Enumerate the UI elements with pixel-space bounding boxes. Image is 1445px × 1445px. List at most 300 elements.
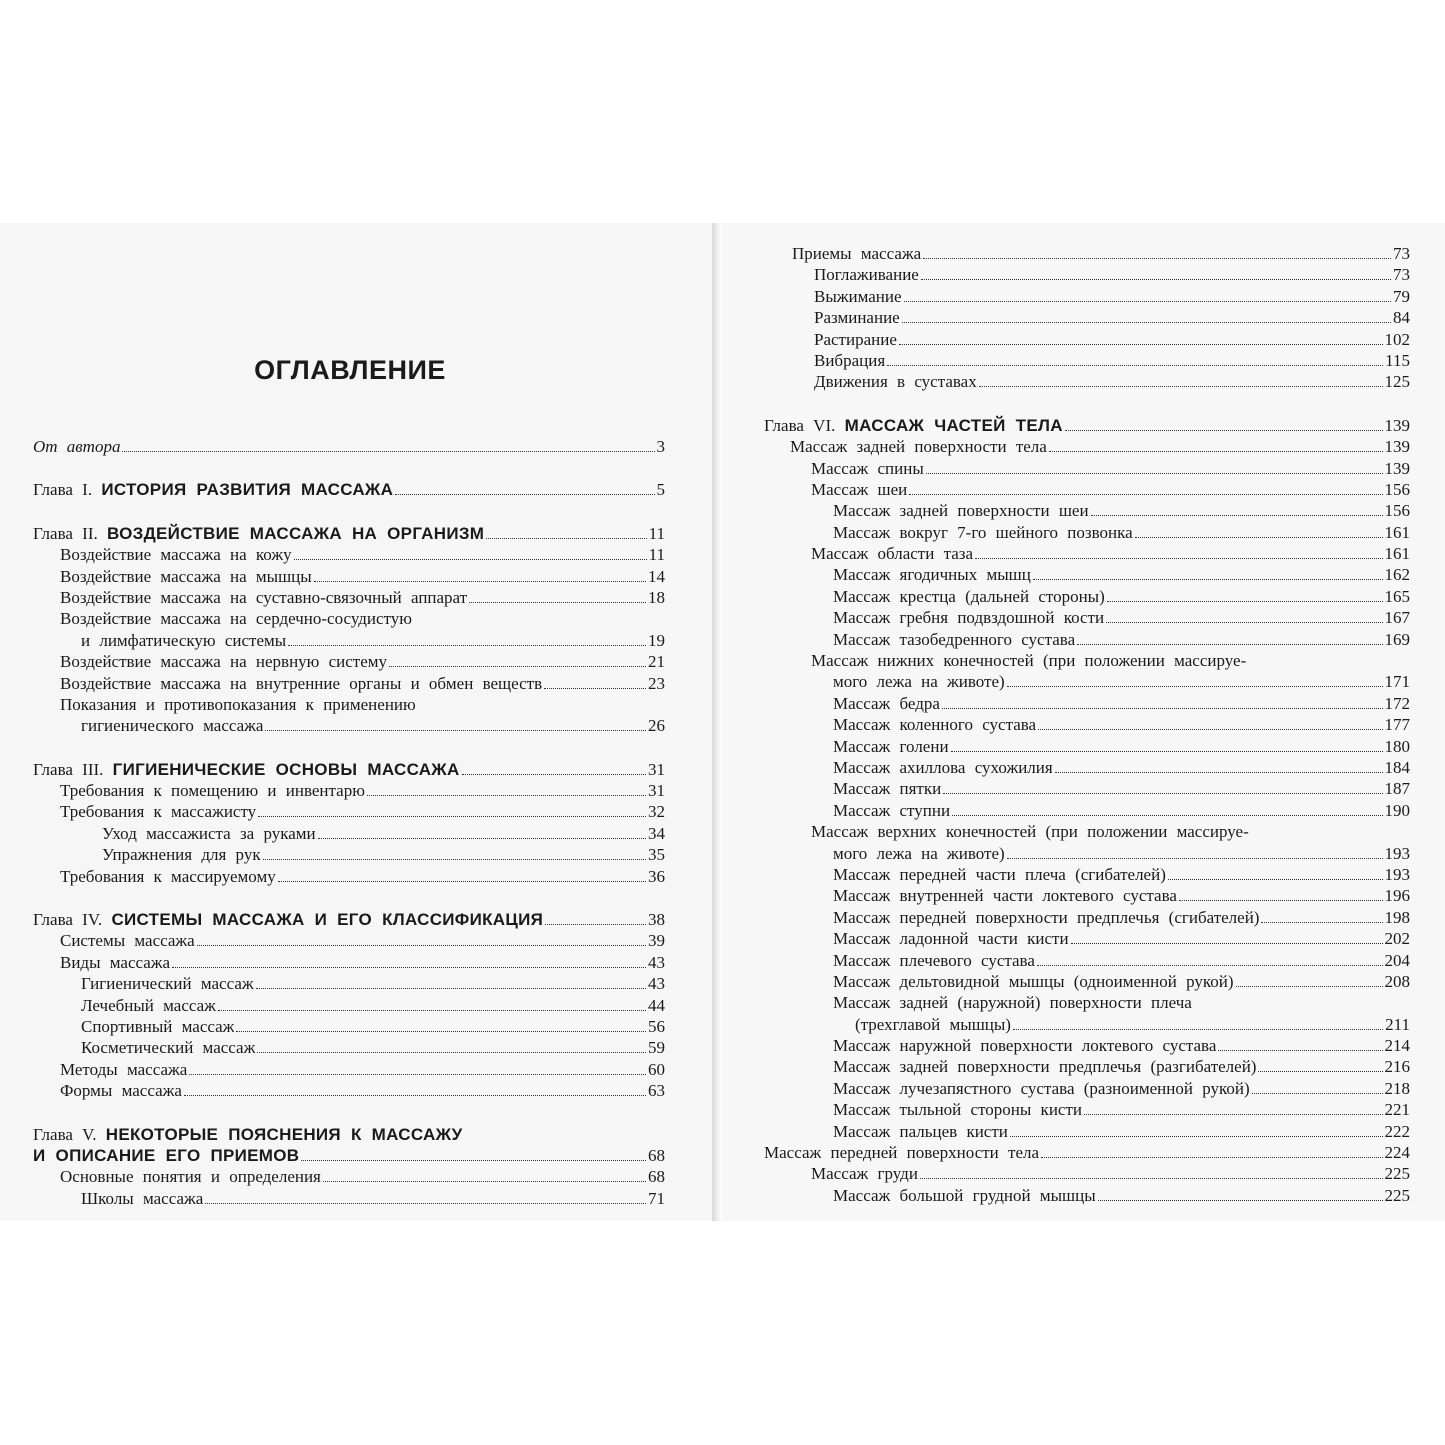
toc-entry-page: 169 (1384, 629, 1410, 649)
toc-chapter-label (33, 759, 460, 780)
toc-entry-label: Массаж шеи (811, 479, 908, 499)
toc-entry (33, 1166, 665, 1187)
left-page (0, 223, 712, 1221)
toc-chapter (33, 909, 665, 930)
toc-leader (294, 559, 647, 560)
toc-entry (764, 1099, 1410, 1120)
toc-leader (265, 730, 646, 731)
toc-entry (764, 1163, 1410, 1184)
toc-entry-label: Массаж вокруг 7-го шейного позвонка (833, 522, 1133, 542)
toc-entry-label: Массаж передней поверхности тела (764, 1143, 1040, 1163)
toc-entry (33, 1080, 665, 1101)
toc-entry-label: Методы массажа (60, 1059, 188, 1079)
toc-entry-page: 139 (1384, 415, 1410, 435)
toc-entry-label: Массаж ахиллова сухожилия (833, 757, 1053, 777)
toc-entry (764, 1014, 1410, 1035)
toc-entry-label: Формы массажа (60, 1081, 182, 1101)
toc-chapter-label (33, 909, 543, 930)
toc-gap (33, 1102, 665, 1124)
toc-leader (1258, 1071, 1382, 1072)
toc-entry (764, 1185, 1410, 1206)
toc-leader (278, 881, 646, 882)
toc-leader (1236, 986, 1383, 987)
toc-entry (33, 1188, 665, 1209)
toc-leader (1084, 1114, 1383, 1115)
toc-leader (952, 815, 1382, 816)
toc-entry-page: 56 (648, 1016, 665, 1036)
toc-entry-label: Массаж задней (наружной) поверхности плеча (833, 993, 1192, 1013)
toc-entry-label: Массаж внутренней части локтевого сустава (833, 886, 1177, 906)
toc-entry-label: Спортивный массаж (81, 1016, 235, 1036)
toc-leader (256, 988, 646, 989)
toc-leader (189, 1074, 646, 1075)
toc-entry-label: Массаж ступни (833, 800, 951, 820)
chapter-title: НЕКОТОРЫЕ ПОЯСНЕНИЯ К МАССАЖУ (105, 1124, 463, 1144)
toc-entry (764, 885, 1410, 906)
toc-entry-page: 18 (648, 587, 665, 607)
toc-leader (184, 1095, 646, 1096)
toc-leader (1037, 965, 1383, 966)
toc-entry-label: мого лежа на животе) (833, 672, 1005, 692)
toc-entry-page: 11 (648, 523, 665, 543)
toc-entry-page: 31 (648, 781, 665, 801)
toc-entry-page: 225 (1384, 1185, 1410, 1205)
toc-entry-page: 202 (1384, 929, 1410, 949)
chapter-title: ВОЗДЕЙСТВИЕ МАССАЖА НА ОРГАНИЗМ (107, 523, 485, 543)
toc-entry-label: Системы массажа (60, 931, 195, 951)
toc-leader (172, 967, 646, 968)
toc-entry-label: Вибрация (814, 350, 886, 370)
toc-leader (314, 581, 646, 582)
toc-entry-wrap (764, 650, 1410, 671)
toc-leader (236, 1031, 646, 1032)
toc-entry-label: Массаж спины (811, 458, 924, 478)
toc-entry-page: 208 (1384, 971, 1410, 991)
toc-entry-label: Массаж крестца (дальней стороны) (833, 586, 1105, 606)
toc-entry (764, 778, 1410, 799)
toc-entry-label: Воздействие массажа на нервную систему (60, 652, 388, 672)
toc-right-list (764, 243, 1410, 1206)
toc-entry-label: Массаж верхних конечностей (при положении массируе- (811, 822, 1249, 842)
toc-entry (764, 671, 1410, 692)
toc-entry-label: Основные понятия и определения (60, 1167, 321, 1187)
toc-entry-label: Массаж ягодичных мышц (833, 565, 1031, 585)
toc-entry-label: Массаж задней поверхности шеи (833, 501, 1089, 521)
toc-entry-page: 79 (1393, 286, 1410, 306)
toc-gap (33, 501, 665, 523)
toc-left-list (33, 436, 665, 1209)
chapter-title: ГИГИЕНИЧЕСКИЕ ОСНОВЫ МАССАЖА (112, 759, 460, 779)
toc-leader (197, 945, 646, 946)
toc-leader (1098, 1200, 1383, 1201)
toc-gap (33, 887, 665, 909)
toc-leader (1010, 1136, 1383, 1137)
toc-leader (389, 666, 646, 667)
toc-entry-label: Массаж задней поверхности предплечья (разгибателей) (833, 1057, 1257, 1077)
chapter-title: МАССАЖ ЧАСТЕЙ ТЕЛА (844, 415, 1063, 435)
book-gutter (712, 223, 722, 1221)
toc-entry-label: Массаж передней поверхности предплечья (сгибателей) (833, 907, 1260, 927)
toc-entry (33, 630, 665, 651)
toc-gap (33, 737, 665, 759)
toc-leader (288, 645, 646, 646)
toc-entry-label: Воздействие массажа на сердечно-сосудистую (60, 609, 412, 629)
toc-entry (33, 1059, 665, 1080)
toc-entry-page: 177 (1384, 715, 1410, 735)
toc-entry-page: 32 (648, 802, 665, 822)
toc-entry-wrap (764, 992, 1410, 1013)
toc-entry-label: мого лежа на животе) (833, 843, 1005, 863)
toc-leader (301, 1160, 646, 1161)
toc-entry-label: Лечебный массаж (81, 995, 216, 1015)
toc-entry (764, 714, 1410, 735)
toc-entry (33, 715, 665, 736)
toc-leader (1041, 1157, 1382, 1158)
toc-entry-page: 161 (1384, 522, 1410, 542)
toc-chapter (33, 1124, 665, 1145)
toc-leader (1135, 537, 1383, 538)
toc-entry-label: Массаж бедра (833, 693, 940, 713)
toc-entry-page: 23 (648, 673, 665, 693)
toc-entry-label: Массаж области таза (811, 544, 974, 564)
toc-entry-page: 59 (648, 1038, 665, 1058)
toc-entry (33, 544, 665, 565)
toc-chapter-label (33, 1124, 463, 1145)
toc-entry-label: Массаж тыльной стороны кисти (833, 1100, 1082, 1120)
toc-entry (764, 264, 1410, 285)
chapter-prefix: Глава V. (33, 1124, 97, 1144)
toc-chapter (33, 479, 665, 500)
toc-leader (1033, 579, 1383, 580)
toc-entry-label: Массаж гребня подвздошной кости (833, 608, 1105, 628)
toc-entry-label: От автора (33, 437, 121, 456)
toc-entry-label: Разминание (814, 308, 900, 328)
toc-entry-label: Воздействие массажа на кожу (60, 545, 292, 565)
toc-entry-page: 3 (656, 437, 665, 456)
chapter-prefix: Глава I. (33, 480, 93, 500)
toc-leader (979, 386, 1383, 387)
toc-entry (33, 673, 665, 694)
toc-leader (1077, 644, 1382, 645)
toc-entry (33, 1037, 665, 1058)
toc-leader (1071, 943, 1383, 944)
toc-entry-label: и лимфатическую системы (81, 630, 287, 650)
toc-entry-label: Массаж лучезапястного сустава (разноименной рукой) (833, 1078, 1250, 1098)
toc-entry-page: 26 (648, 716, 665, 736)
toc-entry (764, 500, 1410, 521)
toc-entry (33, 651, 665, 672)
toc-entry-label: Массаж плечевого сустава (833, 950, 1035, 970)
toc-leader (1168, 879, 1383, 880)
toc-leader (1106, 622, 1382, 623)
toc-leader (921, 279, 1391, 280)
toc-entry-label: Требования к массируемому (60, 866, 276, 886)
toc-entry-label: Косметический массаж (81, 1038, 256, 1058)
toc-entry-page: 224 (1384, 1143, 1410, 1163)
toc-entry-page: 171 (1384, 672, 1410, 692)
toc-leader (926, 473, 1383, 474)
toc-entry-page: 193 (1384, 864, 1410, 884)
toc-entry-page: 156 (1384, 479, 1410, 499)
toc-leader (909, 494, 1382, 495)
toc-leader (258, 816, 646, 817)
toc-entry-page: 5 (656, 480, 665, 500)
toc-entry-label: Упражнения для рук (102, 845, 261, 865)
toc-leader (942, 708, 1383, 709)
toc-entry-page: 31 (648, 759, 665, 779)
toc-entry-page: 204 (1384, 950, 1410, 970)
toc-entry-label: Гигиенический массаж (81, 974, 254, 994)
toc-entry-page: 165 (1384, 586, 1410, 606)
book-spread (0, 223, 1445, 1221)
toc-entry-page: 73 (1393, 265, 1410, 285)
toc-entry (764, 586, 1410, 607)
toc-chapter (33, 759, 665, 780)
toc-entry (33, 801, 665, 822)
toc-entry-page: 38 (648, 910, 665, 930)
toc-entry-page: 162 (1384, 565, 1410, 585)
toc-entry-wrap (33, 608, 665, 629)
toc-leader (469, 602, 646, 603)
chapter-prefix: Глава II. (33, 523, 98, 543)
toc-entry (764, 1121, 1410, 1142)
chapter-title: И ОПИСАНИЕ ЕГО ПРИЕМОВ (33, 1145, 300, 1165)
toc-chapter-wrap (33, 1145, 665, 1166)
chapter-prefix: Глава III. (33, 759, 104, 779)
toc-leader (975, 558, 1382, 559)
toc-entry-label: Массаж наружной поверхности локтевого сустава (833, 1036, 1217, 1056)
toc-entry-page: 167 (1384, 608, 1410, 628)
toc-entry (33, 866, 665, 887)
toc-leader (205, 1203, 646, 1204)
toc-entry (33, 587, 665, 608)
toc-entry-page: 156 (1384, 501, 1410, 521)
toc-entry (33, 1016, 665, 1037)
toc-entry-label: Показания и противопоказания к применению (60, 694, 416, 714)
toc-entry (764, 458, 1410, 479)
toc-entry (764, 736, 1410, 757)
toc-entry (33, 995, 665, 1016)
toc-leader (943, 793, 1382, 794)
toc-entry (764, 950, 1410, 971)
toc-entry (764, 757, 1410, 778)
toc-leader (1013, 1029, 1383, 1030)
toc-leader (1007, 686, 1383, 687)
toc-entry-page: 115 (1385, 350, 1410, 370)
toc-entry-page: 225 (1384, 1164, 1410, 1184)
toc-leader (902, 322, 1391, 323)
toc-leader (1065, 430, 1383, 431)
toc-entry (764, 971, 1410, 992)
toc-entry (764, 607, 1410, 628)
toc-entry-page: 14 (648, 566, 665, 586)
toc-leader (395, 494, 654, 495)
toc-entry (764, 1056, 1410, 1077)
toc-leader (1049, 451, 1383, 452)
toc-leader (1179, 900, 1383, 901)
toc-entry (764, 843, 1410, 864)
toc-entry (33, 973, 665, 994)
toc-entry-label: Массаж ладонной части кисти (833, 929, 1069, 949)
toc-entry (764, 1035, 1410, 1056)
toc-entry (764, 243, 1410, 264)
toc-entry-page: 180 (1384, 736, 1410, 756)
toc-entry-label: Массаж голени (833, 736, 949, 756)
toc-entry (764, 864, 1410, 885)
toc-entry-page: 139 (1384, 458, 1410, 478)
toc-entry-page: 190 (1384, 800, 1410, 820)
toc-leader (1252, 1093, 1383, 1094)
toc-leader (218, 1010, 646, 1011)
toc-chapter-label (764, 415, 1063, 436)
toc-entry-page: 71 (648, 1188, 665, 1208)
chapter-prefix: Глава IV. (33, 910, 103, 930)
toc-leader (1038, 729, 1382, 730)
toc-entry-page: 218 (1384, 1078, 1410, 1098)
toc-entry-page: 187 (1384, 779, 1410, 799)
toc-gap (33, 457, 665, 479)
toc-entry-label: Приемы массажа (792, 244, 922, 263)
toc-entry-label: Массаж коленного сустава (833, 715, 1037, 735)
toc-leader (257, 1052, 646, 1053)
toc-entry-label: Массаж груди (811, 1164, 918, 1184)
toc-entry-label: Массаж нижних конечностей (при положении массируе- (811, 651, 1247, 671)
toc-entry-page: 36 (648, 866, 665, 886)
toc-entry-page: 73 (1393, 244, 1410, 263)
toc-leader (923, 258, 1391, 259)
toc-leader (951, 751, 1383, 752)
toc-leader (1055, 772, 1383, 773)
toc-entry-wrap (33, 694, 665, 715)
toc-entry-page: 193 (1384, 843, 1410, 863)
toc-leader (122, 451, 654, 452)
toc-leader (1261, 922, 1382, 923)
toc-entry-page: 125 (1384, 372, 1410, 392)
toc-entry-label: Уход массажиста за руками (102, 823, 316, 843)
toc-entry (764, 543, 1410, 564)
toc-leader (486, 538, 646, 539)
toc-entry-label: (трехглавой мышцы) (855, 1014, 1011, 1034)
toc-entry-page: 184 (1384, 757, 1410, 777)
toc-entry (764, 350, 1410, 371)
toc-entry-label: Требования к помещению и инвентарю (60, 781, 365, 801)
toc-leader (462, 774, 646, 775)
toc-leader (899, 344, 1383, 345)
toc-entry-page: 102 (1384, 329, 1410, 349)
toc-entry (764, 907, 1410, 928)
toc-entry-label: Требования к массажисту (60, 802, 257, 822)
toc-entry-label: Массаж передней части плеча (сгибателей) (833, 864, 1166, 884)
toc-entry-page: 84 (1393, 308, 1410, 328)
toc-entry-page: 222 (1384, 1121, 1410, 1141)
toc-leader (263, 859, 646, 860)
toc-entry-page: 68 (648, 1167, 665, 1187)
toc-entry-label: Выжимание (814, 286, 902, 306)
toc-entry-page: 43 (648, 974, 665, 994)
toc-chapter-label (33, 479, 393, 500)
toc-entry (764, 329, 1410, 350)
toc-entry (764, 1142, 1410, 1163)
toc-entry (33, 952, 665, 973)
toc-gap (764, 393, 1410, 415)
toc-entry-page: 221 (1384, 1100, 1410, 1120)
toc-entry-page: 34 (648, 823, 665, 843)
toc-entry-label: Воздействие массажа на внутренние органы и обмен веществ (60, 673, 543, 693)
toc-entry-label: Массаж задней поверхности тела (790, 437, 1047, 457)
toc-entry-page: 211 (1385, 1014, 1410, 1034)
toc-leader (920, 1178, 1383, 1179)
toc-entry-page: 19 (648, 630, 665, 650)
toc-entry-label: Массаж пятки (833, 779, 942, 799)
toc-entry-label: Массаж дельтовидной мышцы (одноименной рукой) (833, 971, 1234, 991)
toc-chapter (764, 415, 1410, 436)
toc-entry (764, 479, 1410, 500)
toc-entry (33, 566, 665, 587)
toc-leader (323, 1181, 646, 1182)
toc-entry-label: Школы массажа (81, 1188, 204, 1208)
toc-entry-page: 139 (1384, 437, 1410, 457)
toc-entry-page: 198 (1384, 907, 1410, 927)
toc-entry-label: Массаж пальцев кисти (833, 1121, 1008, 1141)
toc-entry (33, 823, 665, 844)
toc-entry-label: Массаж тазобедренного сустава (833, 629, 1076, 649)
toc-leader (1107, 601, 1383, 602)
chapter-title: ИСТОРИЯ РАЗВИТИЯ МАССАЖА (101, 480, 394, 500)
toc-entry (764, 564, 1410, 585)
toc-leader (1091, 515, 1383, 516)
toc-entry-page: 63 (648, 1081, 665, 1101)
toc-entry-label: Массаж большой грудной мышцы (833, 1185, 1096, 1205)
toc-entry (33, 844, 665, 865)
toc-entry-page: 161 (1384, 544, 1410, 564)
toc-title: ОГЛАВЛЕНИЕ (254, 355, 446, 385)
toc-entry-label: Воздействие массажа на суставно-связочный аппарат (60, 587, 468, 607)
toc-leader (1218, 1050, 1382, 1051)
toc-entry (764, 1078, 1410, 1099)
toc-entry (764, 629, 1410, 650)
toc-entry-label: Движения в суставах (814, 372, 977, 392)
toc-entry-label: гигиенического массажа (81, 716, 264, 736)
toc-leader (904, 301, 1391, 302)
toc-entry (764, 286, 1410, 307)
chapter-prefix: Глава VI. (764, 415, 836, 435)
toc-entry (764, 800, 1410, 821)
toc-entry-page: 39 (648, 931, 665, 951)
toc-entry (764, 693, 1410, 714)
toc-entry-page: 216 (1384, 1057, 1410, 1077)
toc-leader (544, 688, 646, 689)
toc-chapter-label (33, 523, 484, 544)
toc-leader (1007, 858, 1383, 859)
toc-entry-label: Растирание (814, 329, 897, 349)
toc-chapter (33, 523, 665, 544)
toc-entry-page: 214 (1384, 1036, 1410, 1056)
toc-entry-page: 11 (648, 545, 665, 565)
toc-entry-label: Воздействие массажа на мышцы (60, 566, 312, 586)
toc-entry-wrap (764, 821, 1410, 842)
toc-leader (887, 365, 1383, 366)
toc-entry (764, 928, 1410, 949)
toc-entry-page: 60 (648, 1059, 665, 1079)
toc-entry-page: 43 (648, 952, 665, 972)
toc-entry-label: Поглаживание (814, 265, 919, 285)
toc-entry-page: 68 (648, 1145, 665, 1165)
toc-entry (764, 522, 1410, 543)
toc-leader (318, 838, 646, 839)
toc-entry-page: 172 (1384, 693, 1410, 713)
toc-entry (764, 436, 1410, 457)
chapter-title: СИСТЕМЫ МАССАЖА И ЕГО КЛАССИФИКАЦИЯ (111, 910, 544, 930)
